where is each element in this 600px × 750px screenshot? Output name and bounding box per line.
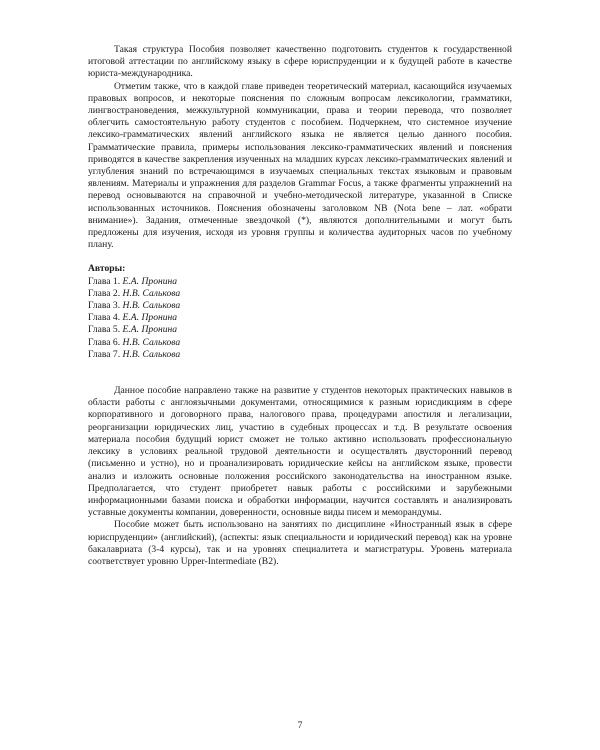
spacer xyxy=(88,251,512,263)
paragraph-skills: Данное пособие направлено также на развитие у студентов некоторых практических навыков в области работы с англоязычными документами, относящимися к разным юрисдикциям в сфере корпоративного и договорного права, налогового права, процедурами апостиля и легализации, реорганизации юридических лиц, участию в судебных процессах и т.д. В результате освоения материала пособия будущий юрист сможет не только активно использовать профессиональную лексику в условиях реальной трудовой деятельности и осуществлять двусторонний перевод (письменно и устно), но и проанализировать юридические кейсы на английском языке, провести анализ и изложить основные положения российского законодательства на иностранном языке. Предполагается, что студент приобретет навык работы с российскими и зарубежными информационными базами поиска и обработки информации, научится составлять и анализировать уставные документы компании, доверенности, основные виды писем и меморандумы. xyxy=(88,385,512,519)
author-name: Н.В. Салькова xyxy=(122,287,181,299)
author-name: Е.А. Пронина xyxy=(122,324,178,336)
paragraph-structure: Такая структура Пособия позволяет качественно подготовить студентов к государственной итоговой аттестации по английскому языку в сфере юриспруденции и к будущей работе в качестве юриста-международника. xyxy=(88,44,512,80)
paragraph-theory: Отметим также, что в каждой главе приведен теоретический материал, касающийся изучаемых правовых вопросов, и некоторые пояснения по сложным вопросам лексикологии, грамматики, лингвострановедения, межкультурной коммуникации, права и теории перевода, что позволяет облегчить самостоятельную работу студентов с пособием. Подчеркнем, что системное изучение лексико-грамматических явлений английского языка не является целью данного пособия. Грамматические правила, примеры использования лексико-грамматических явлений и пояснения приводятся в качестве закрепления изученных на младших курсах лексико-грамматических явлений и углубления знаний по встречающимся в изучаемых специальных текстах языковым и правовым явлениям. Материалы и упражнения для разделов Grammar Focus, а также фрагменты упражнений на перевод основываются на справочной и учебно-методической литературе, указанной в Списке использованных источников. Пояснения обозначены заголовком NB (Nota bene – лат. «обрати внимание»). Задания, отмеченные звездочкой (*), являются дополнительными и могут быть предложены для изучения, исходя из уровня группы и количества аудиторных часов по учебному плану. xyxy=(88,80,512,251)
chapter-author-4 xyxy=(88,312,512,324)
chapter-author-5 xyxy=(88,324,512,336)
chapter-label: Глава 1. xyxy=(88,275,121,287)
author-name: Е.А. Пронина xyxy=(122,275,178,287)
chapter-label: Глава 2. xyxy=(88,287,121,299)
page-number: 7 xyxy=(297,720,303,731)
chapter-label: Глава 6. xyxy=(88,336,121,348)
author-name: Н.В. Салькова xyxy=(122,300,181,312)
author-name: Е.А. Пронина xyxy=(122,312,178,324)
chapter-author-2 xyxy=(88,288,512,300)
chapter-label: Глава 5. xyxy=(88,324,121,336)
chapter-author-1 xyxy=(88,276,512,288)
chapter-author-3 xyxy=(88,300,512,312)
chapter-label: Глава 3. xyxy=(88,300,121,312)
author-name: Н.В. Салькова xyxy=(122,348,181,360)
chapter-label: Глава 7. xyxy=(88,348,121,360)
chapter-author-7 xyxy=(88,349,512,361)
paragraph-usage: Пособие может быть использовано на занятиях по дисциплине «Иностранный язык в сфере юриспруденции» (английский), (аспекты: язык специальности и юридический перевод) как на уровне бакалавриата (3-4 курсы), так и на уровнях специалитета и магистратуры. Уровень материала соответствует уровню Upper-Intermediate (B2). xyxy=(88,519,512,567)
author-name: Н.В. Салькова xyxy=(122,336,181,348)
chapter-label: Глава 4. xyxy=(88,312,121,324)
spacer xyxy=(88,361,512,385)
authors-heading: Авторы: xyxy=(88,263,126,275)
chapter-author-6 xyxy=(88,337,512,349)
authors-section xyxy=(88,263,512,361)
